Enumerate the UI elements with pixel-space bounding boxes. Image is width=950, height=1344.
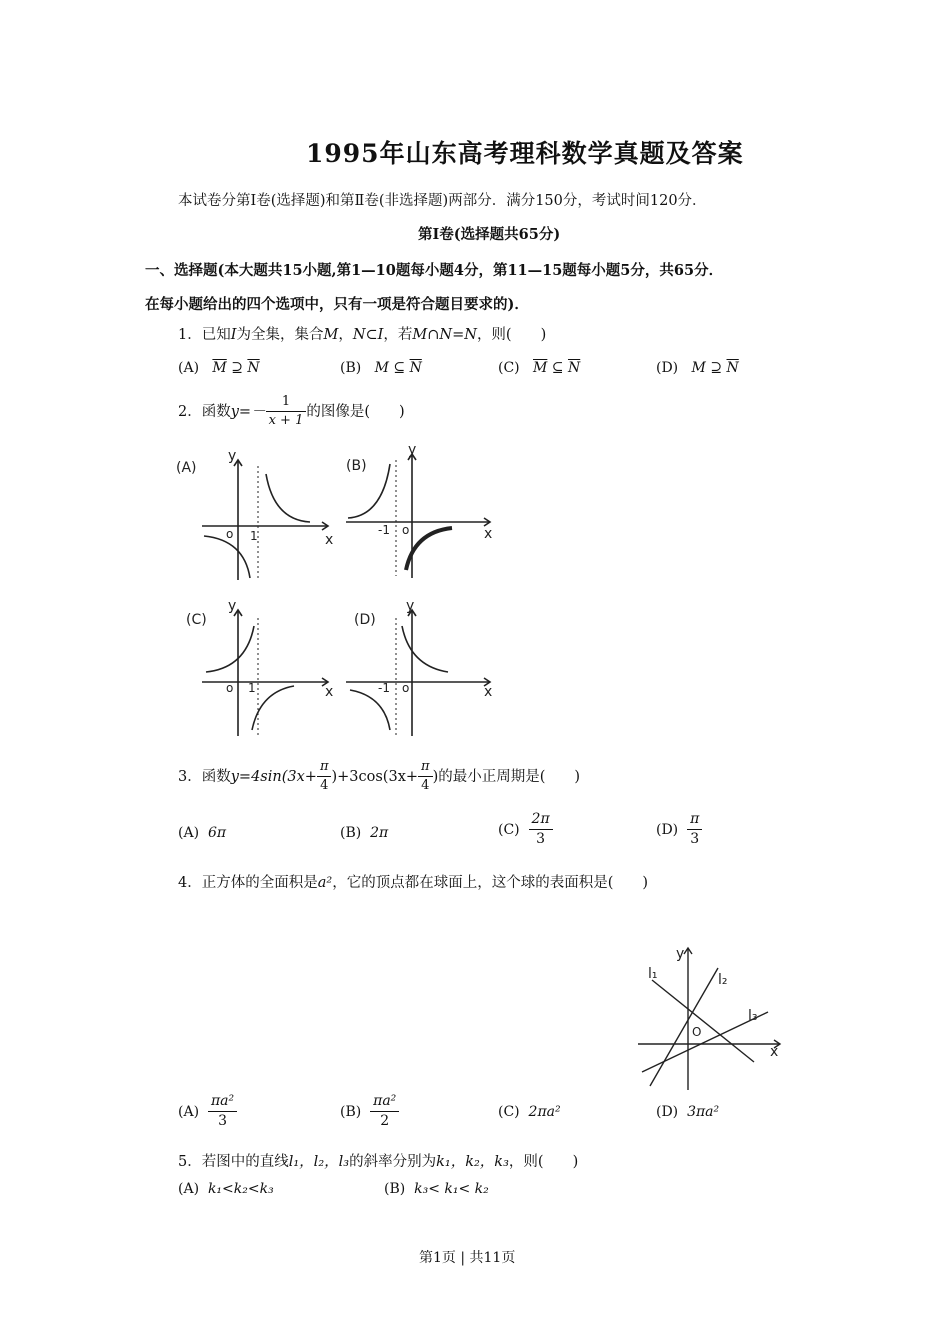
graph-b-label: (B)	[346, 458, 367, 474]
graph-c-x-label: x	[325, 684, 334, 700]
q3-option-c[interactable]: (C) $\frac{2\pi}{3}$	[498, 812, 553, 848]
q2-graphs	[170, 440, 510, 750]
graph-b-tick: -1	[378, 523, 390, 537]
graph-a-x-label: x	[325, 532, 334, 548]
graph-c[interactable]	[202, 610, 328, 736]
graph-b-origin: o	[402, 523, 410, 537]
graph-d-label: (D)	[354, 612, 376, 628]
question-1-stem: 1．已知I为全集，集合M，N⊂I，若M∩N=N，则( )	[178, 327, 547, 343]
graph-a-origin: o	[226, 527, 234, 541]
q5-option-b[interactable]: (B) k₃< k₁< k₂	[384, 1181, 489, 1197]
graph-b-y-label: y	[408, 442, 417, 458]
question-3-stem: 3．函数y=4sin(3x+ $\frac{\pi}{4}$ )+3cos(3x+ $\frac{\pi}{4}$ )的最小正周期是( )	[178, 759, 581, 794]
q4-option-d[interactable]: (D) 3πa²	[656, 1104, 720, 1120]
question-2-stem: 2．函数y=－ $\frac{1}{x + 1}$ 的图像是( )	[178, 394, 405, 429]
q3-option-b[interactable]: (B) 2π	[340, 825, 389, 841]
q4-option-b[interactable]: (B) $\frac{\text{πa²}}{2}$	[340, 1094, 399, 1130]
graph-c-origin: o	[226, 681, 234, 695]
q1-option-c[interactable]: (C) $\overline{M}$ ⊆ $\overline{N}$	[498, 360, 581, 376]
q1-option-a[interactable]: (A) $\overline{M}$ ⊇ $\overline{N}$	[178, 360, 260, 376]
graph-c-y-label: y	[228, 598, 237, 614]
graph-b[interactable]	[346, 454, 493, 578]
question-4-stem: 4．正方体的全面积是a²，它的顶点都在球面上，这个球的表面积是( )	[178, 875, 649, 891]
q3-option-a[interactable]: (A) 6π	[178, 825, 227, 841]
graph-d-tick: -1	[378, 681, 390, 695]
exam-intro: 本试卷分第Ⅰ卷(选择题)和第Ⅱ卷(非选择题)两部分．满分150分，考试时间120分．	[178, 193, 707, 209]
q5-l2-label: l₂	[718, 972, 728, 988]
graph-c-label: (C)	[186, 612, 207, 628]
part-one-heading: 第Ⅰ卷(选择题共65分)	[418, 226, 561, 243]
q5-option-a[interactable]: (A) k₁<k₂<k₃	[178, 1181, 274, 1197]
q1-option-b[interactable]: (B) M ⊆ $\overline{N}$	[340, 360, 422, 376]
page-footer: 第1页 | 共11页	[419, 1250, 516, 1266]
section-one-instructions-line1: 一、选择题(本大题共15小题,第1—10题每小题4分，第11—15题每小题5分，共65分．	[145, 262, 724, 279]
graph-d[interactable]	[346, 610, 493, 736]
question-5-stem: 5．若图中的直线l₁，l₂，l₃的斜率分别为k₁，k₂，k₃，则( )	[178, 1154, 579, 1170]
q5-l1-label: l₁	[648, 966, 658, 982]
graph-d-y-label: y	[406, 598, 415, 614]
q1-option-d[interactable]: (D) M ⊇ $\overline{N}$	[656, 360, 739, 376]
graph-d-x-label: x	[484, 684, 493, 700]
section-one-instructions-line2: 在每小题给出的四个选项中，只有一项是符合题目要求的)．	[145, 296, 529, 313]
q2-fraction: $\frac{1}{x + 1}$	[266, 395, 307, 429]
graph-b-x-label: x	[484, 526, 493, 542]
graph-a-label: (A)	[176, 460, 197, 476]
page-title: 1995年山东高考理科数学真题及答案	[306, 139, 744, 168]
q4-option-c[interactable]: (C) 2πa²	[498, 1104, 561, 1120]
graph-a-tick: 1	[250, 529, 258, 543]
q4-option-a[interactable]: (A) $\frac{\text{πa²}}{3}$	[178, 1094, 237, 1130]
q3-option-d[interactable]: (D) $\frac{\pi}{3}$	[656, 812, 702, 848]
graph-d-origin: o	[402, 681, 410, 695]
q5-origin: O	[692, 1025, 702, 1039]
q5-y-label: y	[676, 946, 685, 962]
graph-c-tick: 1	[248, 681, 256, 695]
q5-lines-figure	[630, 940, 790, 1090]
q5-x-label: x	[770, 1044, 779, 1060]
graph-a[interactable]	[202, 460, 328, 580]
graph-a-y-label: y	[228, 448, 237, 464]
q5-l3-label: l₃	[748, 1008, 758, 1024]
line-l1	[652, 980, 754, 1062]
